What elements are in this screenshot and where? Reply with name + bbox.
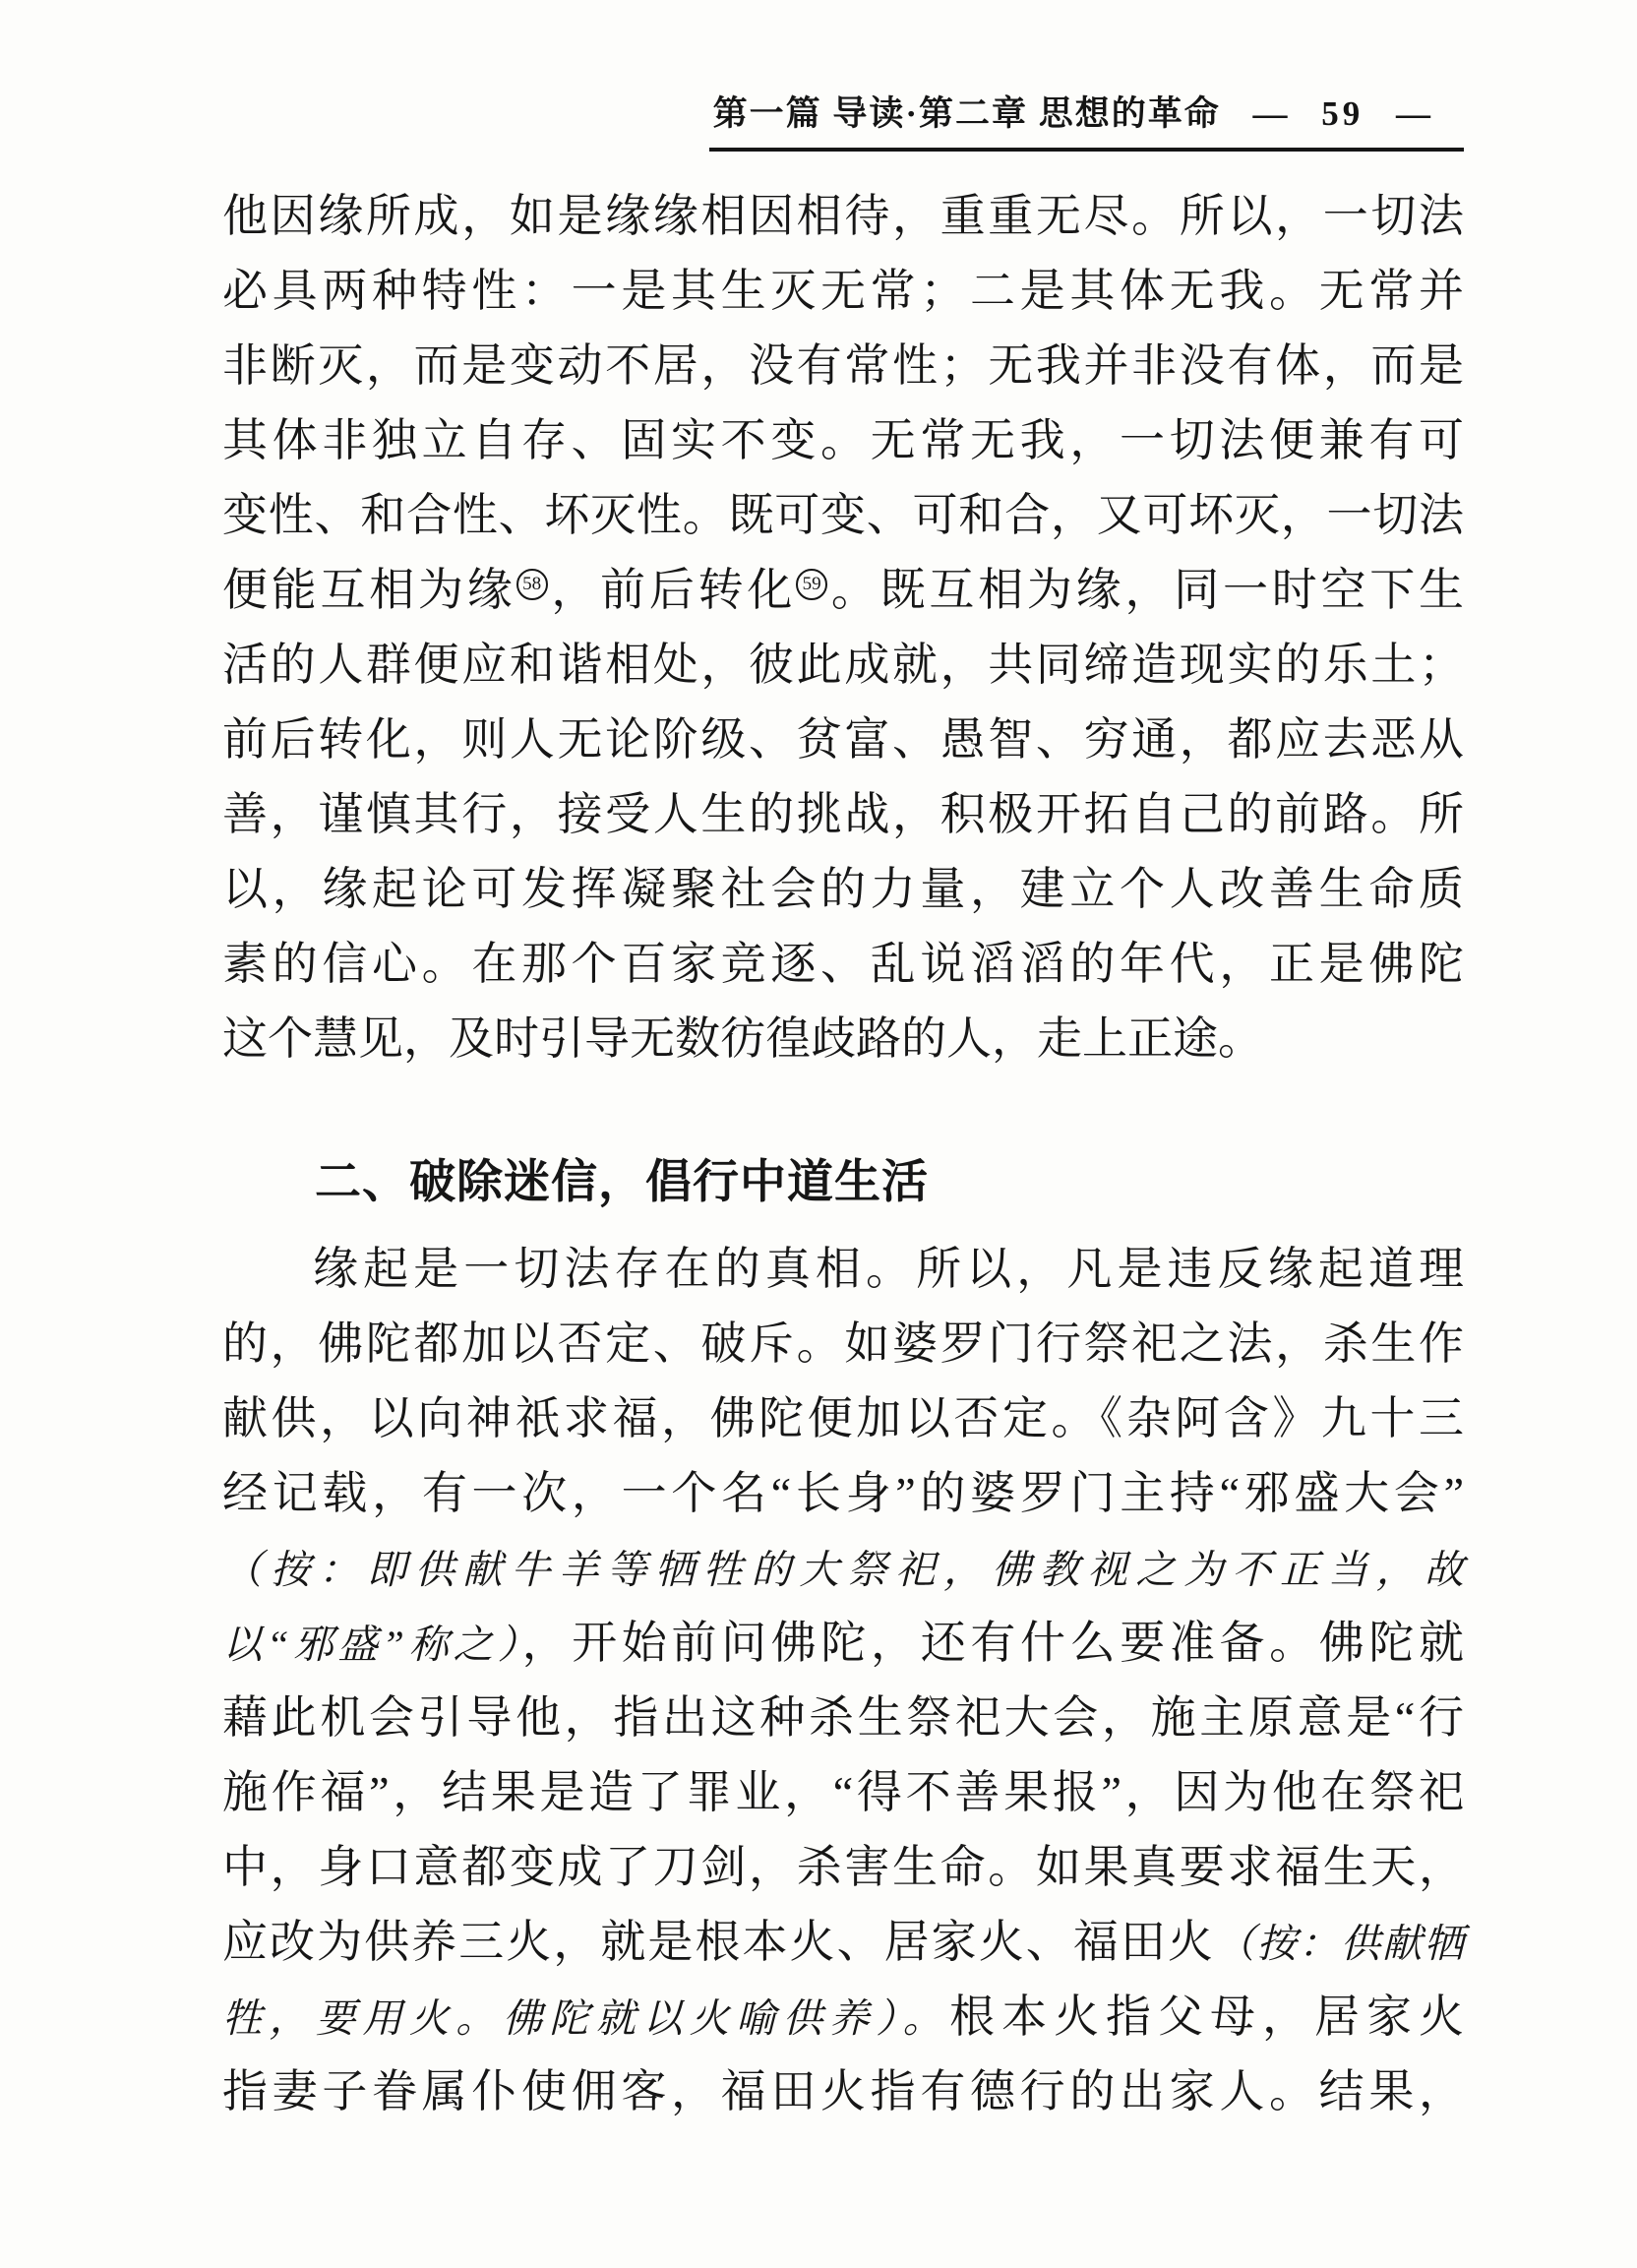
text-line (222, 1980, 1464, 2054)
body-text-segment: ，开始前问佛陀，还有什么要准备。佛陀就 (521, 1618, 1464, 1668)
annotation-text: （按：供献牺 (1214, 1922, 1465, 1966)
text-line (222, 1755, 1464, 1830)
text-line (222, 1456, 1464, 1531)
text-line (222, 703, 1464, 777)
text-line (222, 1381, 1464, 1456)
text-line (222, 329, 1464, 403)
body-text-segment: 他因缘所成，如是缘缘相因相待，重重无尽。所以，一切法 (222, 191, 1464, 241)
body-text-segment: 变性、和合性、坏灭性。既可变、可和合，又可坏灭，一切法 (222, 490, 1464, 540)
body-text-segment: 藉此机会引导他，指出这种杀生祭祀大会，施主原意是“行 (222, 1692, 1464, 1743)
text-line (222, 403, 1464, 478)
body-text-segment: 其体非独立自存、固实不变。无常无我，一切法便兼有可 (222, 415, 1464, 465)
body-text-segment: 非断灭，而是变动不居，没有常性；无我并非没有体，而是 (222, 340, 1464, 391)
text-line (222, 478, 1464, 553)
body-text-segment: 指妻子眷属仆使佣客，福田火指有德行的出家人。结果， (222, 2066, 1464, 2116)
running-header (709, 87, 1464, 152)
body-text-segment: 根本火指父母，居家火 (949, 1992, 1464, 2042)
body-text-segment: 前后转化，则人无论阶级、贫富、愚智、穷通，都应去恶从 (222, 714, 1464, 765)
body-text-segment: 。既互相为缘，同一时空下生 (827, 565, 1465, 615)
text-line (222, 1681, 1464, 1755)
text-line (222, 852, 1464, 927)
text-line (222, 628, 1464, 703)
body-text-segment: 必具两种特性：一是其生灭无常；二是其体无我。无常并 (222, 266, 1464, 316)
header-dash-left: — (1252, 94, 1290, 133)
header-page-number: 59 (1321, 94, 1364, 133)
body-text-segment: 中，身口意都变成了刀剑，杀害生命。如果真要求福生天， (222, 1842, 1464, 1892)
paragraph-1 (222, 179, 1464, 1076)
body-text-segment: 便能互相为缘 (222, 565, 516, 615)
body-text-segment: 以，缘起论可发挥凝聚社会的力量，建立个人改善生命质 (222, 864, 1464, 914)
text-line (222, 1002, 1464, 1076)
body-text-segment: 献供，以向神祇求福，佛陀便加以否定。《杂阿含》九十三 (222, 1393, 1464, 1443)
footnote-ref: 58 (516, 569, 548, 600)
text-line (222, 1905, 1464, 1980)
text-line (222, 2054, 1464, 2129)
header-title: 第一篇 导读·第二章 思想的革命 (712, 94, 1221, 133)
body-text-segment: 这个慧见，及时引导无数彷徨歧路的人，走上正途。 (222, 1013, 1263, 1064)
footnote-ref: 59 (796, 569, 827, 600)
body-text-segment: 素的信心。在那个百家竞逐、乱说滔滔的年代，正是佛陀 (222, 939, 1464, 989)
body-text-segment: ，前后转化 (547, 565, 797, 615)
text-line (222, 1232, 1464, 1307)
body-text-segment: 的，佛陀都加以否定、破斥。如婆罗门行祭祀之法，杀生作 (222, 1318, 1464, 1369)
paragraph-2 (222, 1232, 1464, 2129)
text-line (222, 1307, 1464, 1381)
body-text-segment: 缘起是一切法存在的真相。所以，凡是违反缘起道理 (313, 1244, 1464, 1294)
text-column (222, 179, 1464, 2129)
text-line (222, 1606, 1464, 1681)
text-line (222, 1531, 1464, 1606)
annotation-text: 以“邪盛”称之） (222, 1623, 522, 1667)
body-text-segment: 应改为供养三火，就是根本火、居家火、福田火 (222, 1917, 1215, 1967)
text-line (222, 254, 1464, 329)
body-text-segment: 经记载，有一次，一个名“长身”的婆罗门主持“邪盛大会” (222, 1468, 1464, 1518)
header-dash-right: — (1396, 94, 1432, 133)
annotation-text: （按：即供献牛羊等牺牲的大祭祀，佛教视之为不正当，故 (222, 1548, 1464, 1592)
text-line (222, 1830, 1464, 1905)
body-text-segment: 善，谨慎其行，接受人生的挑战，积极开拓自己的前路。所 (222, 789, 1464, 839)
body-text-segment: 施作福”，结果是造了罪业，“得不善果报”，因为他在祭祀 (222, 1767, 1464, 1817)
text-line (222, 553, 1464, 628)
text-line (222, 927, 1464, 1002)
text-line (222, 179, 1464, 254)
annotation-text: 牲，要用火。佛陀就以火喻供养）。 (222, 1996, 950, 2041)
text-line (222, 777, 1464, 852)
section-heading: 二、破除迷信，倡行中道生活 (315, 1157, 929, 1208)
body-text-segment: 活的人群便应和谐相处，彼此成就，共同缔造现实的乐土； (222, 640, 1464, 690)
